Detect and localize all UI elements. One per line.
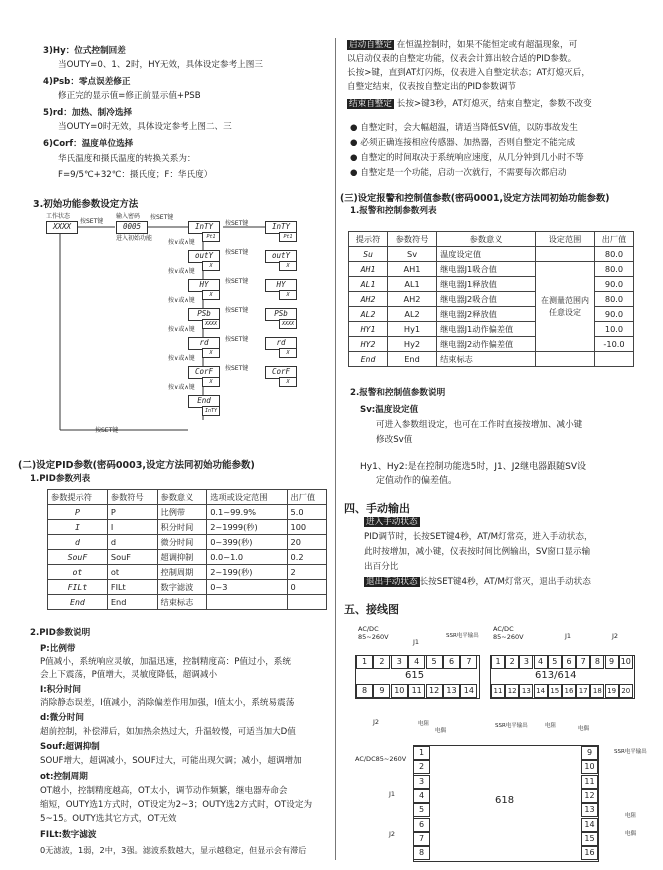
terminal: 15: [581, 832, 598, 846]
alarm-cell: 结束标志: [437, 352, 536, 367]
terminal: 3: [413, 775, 430, 789]
alarm-header-row: [349, 232, 634, 247]
flow-param-copy-sub: XXXX: [279, 319, 297, 329]
filt-desc: 0无滤波，1弱，2中，3强。滤波系数越大，显示越稳定，但显示会有滞后: [40, 845, 307, 855]
flow-param-code: InTY: [188, 221, 220, 234]
terminal: 12: [426, 684, 443, 698]
alarm-header-cell: 参数符号: [387, 232, 436, 247]
alarm-cell: 90.0: [595, 277, 634, 292]
pid-desc-title: 2.PID参数说明: [30, 628, 91, 638]
pid-cell: 0.2: [287, 550, 326, 565]
auto-desc3: 长按>键，直到AT灯闪烁，仪表进入自整定状态；AT灯熄灭后，: [347, 68, 590, 78]
terminal: 11: [581, 775, 598, 789]
i-title: I:积分时间: [40, 685, 82, 695]
manual-exit-label: 退出手动状态: [366, 577, 418, 587]
psb-desc: 修正完的显示值=修正前显示值+PSB: [58, 91, 201, 101]
alarm-range: 在测量范围内任意设定: [536, 262, 595, 352]
end-desc: 长按>键3秒，AT灯熄灭，结束自整定，参数不改变: [396, 99, 592, 109]
alarm-cell: [536, 352, 595, 367]
terminal: 12: [581, 789, 598, 803]
pid-table: [47, 489, 327, 610]
terminal: 8: [413, 846, 430, 860]
terminal: 1: [491, 655, 505, 669]
flow-title: 3.初始功能参数设定方法: [33, 199, 139, 210]
w618-power: 电阻: [625, 813, 637, 819]
terminal: 1: [413, 746, 430, 760]
pid-cell: 数字滤波: [157, 580, 207, 595]
bullet-item: [350, 168, 567, 179]
flow-param-sub: X: [202, 377, 220, 387]
pid-cell: 0~399(秒): [207, 535, 287, 550]
souf-desc: SOUF增大，超调减小，SOUF过大，可能出现欠调；减小，超调增加: [40, 756, 302, 766]
pid-cell: I: [48, 520, 108, 535]
p-desc1: P值减小，系统响应灵敏，加温迅速，控制精度高：P值过小，系统: [40, 657, 291, 667]
ot-desc2: 缩短，OUTY选1方式时，OT设定为2~3；OUTY选2方式时，OT设定为: [40, 800, 313, 810]
alarm-header-cell: 出厂值: [595, 232, 634, 247]
pid-cell: d: [107, 535, 157, 550]
pid-cell: [287, 595, 326, 610]
w615-thermo: 电偶: [435, 728, 447, 734]
bullet-item: [350, 138, 575, 149]
bullet-text: 自整定是一个功能，启动一次就行，不需要每次都启动: [360, 168, 567, 178]
alarm-cell: 10.0: [595, 322, 634, 337]
auto-desc1: 在恒温控制时，如果不能恒定或有超温现象，可: [396, 40, 578, 50]
to-pwd-label: 按SET键: [80, 218, 104, 225]
terminal: 8: [356, 684, 373, 698]
alarm-cell: Hy1: [387, 322, 436, 337]
pid-cell: End: [107, 595, 157, 610]
alarm-cell: [536, 247, 595, 262]
w613-thermo: 电偶: [578, 726, 590, 732]
pid-row: [48, 535, 327, 550]
manual-desc3: 出百分比: [364, 562, 399, 572]
pid-header-cell: 参数符号: [107, 490, 157, 505]
w613-volt: 85~260V: [493, 633, 524, 641]
pid-cell: 超调抑制: [157, 550, 207, 565]
terminal: 16: [562, 684, 576, 698]
terminal: 10: [391, 684, 408, 698]
terminal: 1: [356, 655, 373, 669]
terminal: 11: [408, 684, 425, 698]
p-desc2: 会上下震荡，P值增大，灵敏度降低，超调减小: [40, 670, 218, 680]
terminal: 6: [413, 818, 430, 832]
terminal: 5: [548, 655, 562, 669]
flow-param-copy: rd: [265, 337, 297, 350]
pid-row: [48, 565, 327, 580]
alarm-cell: AH2: [387, 292, 436, 307]
sv-desc1: 可进入参数组设定，也可在工作时直接按增加、减小键: [376, 420, 583, 430]
terminal: 10: [581, 760, 598, 774]
flow-param-code: CorF: [188, 366, 220, 379]
terminal: 7: [460, 655, 477, 669]
bullet-item: [350, 123, 578, 134]
alarm-cell: AH1: [349, 262, 388, 277]
pid-header-cell: 出厂值: [287, 490, 326, 505]
terminal: 3: [391, 655, 408, 669]
auto-desc4: 自整定结束，仪表按自整定出的PID参数调节: [347, 82, 517, 92]
pid-cell: SouF: [107, 550, 157, 565]
alarm-cell: 继电器J2吸合值: [437, 292, 536, 307]
pid-header-row: [48, 490, 327, 505]
alarm-cell: 继电器J2动作偏差值: [437, 337, 536, 352]
pid-row: [48, 550, 327, 565]
w613-ac: AC/DC: [493, 625, 514, 633]
pid-row: [48, 595, 327, 610]
flow-param-copy-sub: X: [279, 261, 297, 271]
w613-j2: J2: [612, 632, 619, 640]
pid-row: [48, 505, 327, 520]
flow-param-code: End: [188, 395, 220, 408]
pid-cell: 积分时间: [157, 520, 207, 535]
flow-param-sub: Pt1: [202, 232, 220, 242]
flow-next-label: 按∨或∧键: [168, 239, 195, 246]
alarm-cell: End: [387, 352, 436, 367]
pid-table-title: 1.PID参数列表: [30, 474, 91, 484]
alarm-cell: Sv: [387, 247, 436, 262]
terminal: 17: [576, 684, 590, 698]
alarm-cell: 继电器J1释放值: [437, 277, 536, 292]
flow-param-copy: CorF: [265, 366, 297, 379]
alarm-row: [349, 247, 634, 262]
pid-cell: 2: [287, 565, 326, 580]
flow-set-label: 按SET键: [225, 220, 249, 227]
pid-cell: 微分时间: [157, 535, 207, 550]
bullet-dot: ●: [350, 168, 361, 178]
pid-cell: End: [48, 595, 108, 610]
pid-header-cell: 参数提示符: [48, 490, 108, 505]
w615-model: 615: [405, 670, 425, 681]
terminal: 13: [581, 803, 598, 817]
terminal: 4: [534, 655, 548, 669]
pid-cell: P: [48, 505, 108, 520]
flow-param-copy: PSb: [265, 308, 297, 321]
sv-title: Sv:温度设定值: [360, 405, 419, 415]
w615-ac: AC/DC: [358, 625, 379, 633]
d-title: d:微分时间: [40, 713, 84, 723]
terminal: 4: [413, 789, 430, 803]
back-label: 按SET键: [95, 427, 119, 434]
d-desc: 超前控制，补偿滞后，如加热余热过大，升温较慢，可适当加大D值: [40, 727, 296, 737]
filt-title: FILt:数字滤波: [40, 830, 97, 840]
flow-next-label: 按∨或∧键: [168, 355, 195, 362]
terminal: 7: [413, 832, 430, 846]
terminal: 6: [562, 655, 576, 669]
flow-param-sub: X: [202, 290, 220, 300]
flow-param-copy-sub: X: [279, 377, 297, 387]
flow-next-label: 按∨或∧键: [168, 326, 195, 333]
flow-param-copy: InTY: [265, 221, 297, 234]
alarm-section-title: (三)设定报警和控制值参数(密码0001,设定方法同初始功能参数): [340, 193, 610, 204]
terminal: 10: [619, 655, 633, 669]
auto-line1: [347, 40, 577, 51]
pid-row: [48, 520, 327, 535]
w618-j2: J2: [389, 830, 396, 838]
pid-cell: 0~3: [207, 580, 287, 595]
terminal: 2: [373, 655, 390, 669]
alarm-cell: Su: [349, 247, 388, 262]
alarm-cell: AH2: [349, 292, 388, 307]
alarm-cell: 继电器J1吸合值: [437, 262, 536, 277]
manual-title: 四、手动输出: [344, 502, 410, 515]
w618-ac: AC/DC85~260V: [355, 755, 407, 763]
i-desc: 消除静态误差，I值减小，消除偏差作用加强，I值太小，系统易震荡: [40, 698, 295, 708]
terminal: 9: [605, 655, 619, 669]
sv-desc2: 修改Sv值: [376, 435, 413, 445]
bullet-dot: ●: [350, 138, 361, 148]
flow-next-label: 按∨或∧键: [168, 268, 195, 275]
flow-param-copy-sub: Pt1: [279, 232, 297, 242]
pid-row: [48, 580, 327, 595]
to-init-label: 按SET键: [150, 214, 174, 221]
pid-cell: 0.0~1.0: [207, 550, 287, 565]
flow-param-code: outY: [188, 250, 220, 263]
pid-cell: I: [107, 520, 157, 535]
corf-desc2: F=9/5℃+32℃：摄氏度；F：华氏度）: [58, 170, 213, 180]
flow-param-sub: InTY: [202, 406, 220, 416]
enter-init-label: 进入初始功能: [116, 235, 153, 242]
corf-title: 6)Corf：温度单位选择: [43, 139, 134, 149]
terminal: 14: [460, 684, 477, 698]
w613-j1: J1: [565, 632, 572, 640]
status-label: 工作状态: [46, 213, 71, 220]
auto-desc2: 以启动仪表的自整定功能，仪表会计算出较合适的PID参数。: [347, 54, 577, 64]
flow-next-label: 按∨或∧键: [168, 297, 195, 304]
bullet-text: 自整定时，会大幅超温，请适当降低SV值，以防事故发生: [360, 123, 578, 133]
pid-cell: 100: [287, 520, 326, 535]
pid-cell: ot: [48, 565, 108, 580]
manual-desc2: 此时按增加，减小键，仪表按时间比例输出，SV窗口显示输: [364, 547, 591, 557]
flow-param-code: PSb: [188, 308, 220, 321]
p-title: P:比例带: [40, 644, 76, 654]
pid-cell: 0.1~99.9%: [207, 505, 287, 520]
w613-ssr: SSR电平输出: [495, 723, 528, 729]
w618-thermo: 电偶: [625, 831, 637, 837]
w615-volt: 85~260V: [358, 633, 389, 641]
flow-param-sub: X: [202, 348, 220, 358]
end-label: 结束自整定: [349, 99, 392, 109]
wiring-title: 五、接线图: [344, 603, 399, 616]
flow-param-sub: XXXX: [202, 319, 220, 329]
terminal: 5: [413, 803, 430, 817]
terminal: 19: [605, 684, 619, 698]
psb-title: 4)Psb：零点误差修正: [43, 77, 131, 87]
terminal: 9: [581, 746, 598, 760]
pid-cell: ot: [107, 565, 157, 580]
hy-desc1: Hy1、Hy2:是在控制功能选5时，J1、J2继电器跟随SV设: [360, 462, 587, 472]
pid-header-cell: 参数意义: [157, 490, 207, 505]
alarm-cell: 温度设定值: [437, 247, 536, 262]
pid-cell: [207, 595, 287, 610]
w618-j1: J1: [389, 790, 396, 798]
alarm-cell: End: [349, 352, 388, 367]
pid-cell: 5.0: [287, 505, 326, 520]
terminal: 7: [576, 655, 590, 669]
alarm-cell: 80.0: [595, 247, 634, 262]
pid-cell: FILt: [48, 580, 108, 595]
alarm-cell: AL1: [387, 277, 436, 292]
flow-set-label: 按SET键: [225, 249, 249, 256]
alarm-row: [349, 352, 634, 367]
w615-power: 电阻: [418, 721, 430, 727]
alarm-cell: 继电器J1动作偏差值: [437, 322, 536, 337]
flow-param-copy-sub: X: [279, 290, 297, 300]
alarm-cell: Hy2: [387, 337, 436, 352]
corf-desc1: 华氏温度和摄氏温度的转换关系为：: [58, 154, 196, 164]
alarm-header-cell: 参数意义: [437, 232, 536, 247]
flow-param-code: HY: [188, 279, 220, 292]
hy-desc2: 定值动作的偏差值。: [376, 476, 458, 486]
terminal: 15: [548, 684, 562, 698]
alarm-cell: AL1: [349, 277, 388, 292]
flow-set-label: 按SET键: [225, 365, 249, 372]
flow-param-sub: X: [202, 261, 220, 271]
terminal: 12: [505, 684, 519, 698]
end-line: [347, 99, 592, 110]
terminal: 20: [619, 684, 633, 698]
pid-section-title: (二)设定PID参数(密码0003,设定方法同初始功能参数): [18, 460, 255, 471]
pid-cell: 比例带: [157, 505, 207, 520]
auto-label: 启动自整定: [349, 40, 392, 50]
bullet-dot: ●: [350, 123, 361, 133]
terminal: 3: [519, 655, 533, 669]
rd-title: 5)rd：加热、制冷选择: [43, 108, 133, 118]
pid-cell: 2~199(秒): [207, 565, 287, 580]
w615-ssr: SSR电平输出: [446, 633, 479, 639]
alarm-cell: 90.0: [595, 307, 634, 322]
alarm-table: [348, 231, 634, 367]
pid-cell: 结束标志: [157, 595, 207, 610]
bullet-text: 必须正确连接相应传感器、加热器，否则自整定不能完成: [360, 138, 576, 148]
hy-desc: 当OUTY=0、1、2时，HY无效，具体设定参考上图三: [58, 60, 263, 70]
ot-title: ot:控制周期: [40, 772, 88, 782]
terminal: 11: [491, 684, 505, 698]
alarm-cell: 80.0: [595, 292, 634, 307]
alarm-cell: AH1: [387, 262, 436, 277]
alarm-cell: -10.0: [595, 337, 634, 352]
bullet-text: 自整定的时间取决于系统响应速度，从几分钟到几小时不等: [360, 153, 584, 163]
alarm-header-cell: 设定范围: [536, 232, 595, 247]
w615-j1: J1: [413, 638, 420, 646]
alarm-cell: AL2: [387, 307, 436, 322]
manual-desc1: PID调节时，长按SET键4秒，AT/M灯常亮，进入手动状态，: [364, 532, 593, 542]
manual-exit-desc: 长按SET键4秒，AT/M灯常灭，退出手动状态: [419, 577, 591, 587]
status-display: XXXX: [46, 221, 78, 234]
w618-model: 618: [495, 795, 515, 806]
alarm-table-title: 1.报警和控制参数列表: [350, 206, 437, 216]
flow-param-copy: HY: [265, 279, 297, 292]
hy-title: 3)Hy：位式控制回差: [43, 46, 126, 56]
pid-cell: FILt: [107, 580, 157, 595]
alarm-cell: [595, 352, 634, 367]
pwd-label: 输入密码: [116, 213, 141, 220]
terminal: 2: [505, 655, 519, 669]
manual-enter-label: 进入手动状态: [366, 517, 418, 527]
w613-power: 电阻: [545, 723, 557, 729]
terminal: 4: [408, 655, 425, 669]
pid-cell: 2~1999(秒): [207, 520, 287, 535]
ot-desc1: OT越小，控制精度越高，OT太小，调节动作频繁，继电器寿命会: [40, 786, 288, 796]
souf-title: Souf:超调抑制: [40, 742, 100, 752]
terminal: 16: [581, 846, 598, 860]
bullet-dot: ●: [350, 153, 361, 163]
flow-set-label: 按SET键: [225, 307, 249, 314]
terminal: 14: [581, 818, 598, 832]
alarm-cell: HY2: [349, 337, 388, 352]
w615-j2: J2: [373, 718, 380, 726]
flow-param-copy-sub: X: [279, 348, 297, 358]
terminal: 5: [426, 655, 443, 669]
w618-ssr: SSR电平输出: [614, 749, 647, 755]
pid-cell: d: [48, 535, 108, 550]
terminal: 2: [413, 760, 430, 774]
flow-set-label: 按SET键: [225, 336, 249, 343]
pwd-display: 0005: [116, 221, 148, 234]
ot-desc3: 5~15。OUTY选其它方式，OT无效: [40, 814, 177, 824]
flow-param-copy: outY: [265, 250, 297, 263]
flow-param-code: rd: [188, 337, 220, 350]
alarm-row: [349, 262, 634, 277]
column-divider: [335, 38, 336, 860]
pid-cell: 20: [287, 535, 326, 550]
pid-cell: SouF: [48, 550, 108, 565]
bullet-item: [350, 153, 584, 164]
pid-cell: 0: [287, 580, 326, 595]
w613-model: 613/614: [535, 670, 577, 681]
terminal: 6: [443, 655, 460, 669]
terminal: 18: [590, 684, 604, 698]
pid-cell: 控制周期: [157, 565, 207, 580]
rd-desc: 当OUTY=0时无效，具体设定参考上图二、三: [58, 122, 232, 132]
alarm-cell: 继电器J2释放值: [437, 307, 536, 322]
flow-set-label: 按SET键: [225, 278, 249, 285]
terminal: 9: [373, 684, 390, 698]
terminal: 13: [443, 684, 460, 698]
alarm-desc-title: 2.报警和控制值参数说明: [350, 388, 446, 398]
pid-header-cell: 选项或设定范围: [207, 490, 287, 505]
pid-cell: P: [107, 505, 157, 520]
manual-enter: [364, 517, 420, 528]
alarm-cell: 80.0: [595, 262, 634, 277]
terminal: 8: [590, 655, 604, 669]
flow-next-label: 按∨或∧键: [168, 384, 195, 391]
terminal: 13: [519, 684, 533, 698]
alarm-cell: AL2: [349, 307, 388, 322]
alarm-header-cell: 提示符: [349, 232, 388, 247]
manual-exit-line: [364, 577, 591, 588]
alarm-cell: HY1: [349, 322, 388, 337]
terminal: 14: [534, 684, 548, 698]
